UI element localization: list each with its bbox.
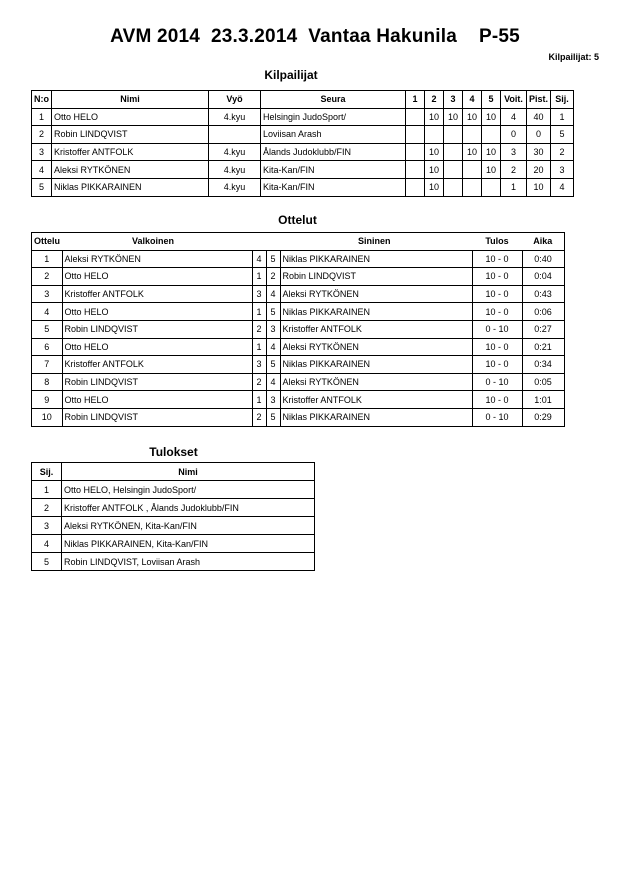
match-row-cell: 0 - 10: [472, 408, 522, 426]
competitor-row-cell: 2: [32, 126, 52, 144]
competitor-row-cell: [406, 126, 425, 144]
competitor-row-cell: [463, 126, 482, 144]
col-match: Ottelu: [32, 233, 63, 251]
competitor-row-cell: 1: [32, 108, 52, 126]
competitor-row-cell: 3: [501, 143, 527, 161]
col-1: 1: [406, 91, 425, 109]
match-row-cell: Niklas PIKKARAINEN: [280, 408, 472, 426]
competitor-row-cell: 10: [463, 108, 482, 126]
match-row-cell: 0:29: [522, 408, 564, 426]
match-row-cell: 2: [252, 373, 266, 391]
col-place: Sij.: [32, 463, 62, 481]
match-row-cell: 0:21: [522, 338, 564, 356]
match-row-cell: Otto HELO: [62, 391, 252, 409]
match-row-cell: 0:40: [522, 250, 564, 268]
matches-table: [31, 232, 565, 427]
match-row-cell: 1: [32, 250, 63, 268]
competitor-row-cell: 1: [551, 108, 574, 126]
match-row-cell: 3: [252, 356, 266, 374]
competitor-row-cell: [209, 126, 261, 144]
match-row-cell: Aleksi RYTKÖNEN: [280, 373, 472, 391]
col-name: Nimi: [52, 91, 209, 109]
match-row-cell: 0:05: [522, 373, 564, 391]
match-row: [32, 303, 565, 321]
match-row-cell: 6: [32, 338, 63, 356]
col-wins: Voit.: [501, 91, 527, 109]
match-row-cell: Niklas PIKKARAINEN: [280, 356, 472, 374]
match-row-cell: 2: [252, 320, 266, 338]
match-row-cell: 7: [32, 356, 63, 374]
competitor-row-cell: [482, 126, 501, 144]
result-row: [32, 499, 315, 517]
match-row-cell: Robin LINDQVIST: [280, 268, 472, 286]
col-belt: Vyö: [209, 91, 261, 109]
competitor-row-cell: [444, 143, 463, 161]
col-3: 3: [444, 91, 463, 109]
competitor-row-cell: 0: [501, 126, 527, 144]
competitor-row-cell: Otto HELO: [52, 108, 209, 126]
match-row: [32, 250, 565, 268]
competitors-title: Kilpailijat: [264, 68, 318, 82]
competitor-row-cell: Aleksi RYTKÖNEN: [52, 161, 209, 179]
match-row: [32, 373, 565, 391]
match-row: [32, 268, 565, 286]
competitor-row-cell: 10: [482, 143, 501, 161]
match-row-cell: 10 - 0: [472, 356, 522, 374]
result-row-cell: 1: [32, 481, 62, 499]
match-row-cell: 10 - 0: [472, 268, 522, 286]
competitor-row-cell: Kita-Kan/FIN: [261, 178, 406, 196]
results-header-row: [32, 463, 315, 481]
competitor-row-cell: 2: [551, 143, 574, 161]
competitor-row: [32, 161, 574, 179]
match-row-cell: 9: [32, 391, 63, 409]
result-row-cell: Robin LINDQVIST, Loviisan Arash: [62, 553, 315, 571]
col-points: Pist.: [527, 91, 551, 109]
competitor-row: [32, 108, 574, 126]
result-row-cell: Kristoffer ANTFOLK , Ålands Judoklubb/FIN: [62, 499, 315, 517]
competitor-row: [32, 143, 574, 161]
result-row-cell: Otto HELO, Helsingin JudoSport/: [62, 481, 315, 499]
competitor-row-cell: Ålands Judoklubb/FIN: [261, 143, 406, 161]
result-row: [32, 517, 315, 535]
competitor-row-cell: 4.kyu: [209, 108, 261, 126]
competitors-header-row: [32, 91, 574, 109]
competitor-row-cell: Helsingin JudoSport/: [261, 108, 406, 126]
competitor-row-cell: 2: [501, 161, 527, 179]
match-row-cell: Otto HELO: [62, 268, 252, 286]
col-2: 2: [425, 91, 444, 109]
competitor-row-cell: 40: [527, 108, 551, 126]
result-row-cell: 3: [32, 517, 62, 535]
match-row-cell: 2: [32, 268, 63, 286]
competitor-row: [32, 178, 574, 196]
match-row-cell: 10 - 0: [472, 338, 522, 356]
match-row-cell: 1: [252, 303, 266, 321]
competitor-row-cell: 3: [551, 161, 574, 179]
competitors-table: [31, 90, 574, 197]
match-row-cell: 4: [266, 338, 280, 356]
competitor-row-cell: 10: [463, 143, 482, 161]
match-row-cell: 0:06: [522, 303, 564, 321]
col-5: 5: [482, 91, 501, 109]
result-row: [32, 481, 315, 499]
match-row-cell: Niklas PIKKARAINEN: [280, 303, 472, 321]
match-row-cell: 2: [266, 268, 280, 286]
competitor-row-cell: 4.kyu: [209, 143, 261, 161]
competitor-row-cell: [425, 126, 444, 144]
result-row-cell: 4: [32, 535, 62, 553]
competitor-row-cell: 4.kyu: [209, 161, 261, 179]
match-row-cell: Otto HELO: [62, 303, 252, 321]
match-row-cell: 3: [266, 391, 280, 409]
match-row-cell: 10 - 0: [472, 250, 522, 268]
competitor-row-cell: [444, 178, 463, 196]
match-row-cell: 1: [252, 338, 266, 356]
match-row-cell: 0 - 10: [472, 320, 522, 338]
match-row-cell: 5: [266, 408, 280, 426]
match-row-cell: 3: [32, 285, 63, 303]
competitor-row-cell: 4: [501, 108, 527, 126]
result-row: [32, 553, 315, 571]
competitor-row-cell: 30: [527, 143, 551, 161]
col-4: 4: [463, 91, 482, 109]
match-row-cell: Aleksi RYTKÖNEN: [280, 285, 472, 303]
match-row-cell: Kristoffer ANTFOLK: [280, 391, 472, 409]
competitor-row-cell: [406, 161, 425, 179]
match-row: [32, 285, 565, 303]
competitor-row-cell: [463, 178, 482, 196]
match-row-cell: Kristoffer ANTFOLK: [62, 356, 252, 374]
matches-header-row: [32, 233, 565, 251]
col-blue: Sininen: [280, 233, 472, 251]
competitor-row-cell: 3: [32, 143, 52, 161]
match-row-cell: 10: [32, 408, 63, 426]
result-row: [32, 535, 315, 553]
competitor-row-cell: 1: [501, 178, 527, 196]
competitor-row-cell: 5: [32, 178, 52, 196]
match-row-cell: 4: [32, 303, 63, 321]
match-row-cell: 10 - 0: [472, 303, 522, 321]
competitor-row-cell: 5: [551, 126, 574, 144]
competitor-row-cell: 10: [444, 108, 463, 126]
match-row-cell: 5: [266, 303, 280, 321]
competitor-row-cell: 0: [527, 126, 551, 144]
match-row-cell: 5: [266, 356, 280, 374]
match-row-cell: Robin LINDQVIST: [62, 373, 252, 391]
match-row-cell: 5: [32, 320, 63, 338]
competitor-row-cell: 10: [425, 161, 444, 179]
competitor-row-cell: 10: [527, 178, 551, 196]
match-row-cell: 0 - 10: [472, 373, 522, 391]
competitor-row: [32, 126, 574, 144]
page-title: AVM 2014 23.3.2014 Vantaa Hakunila P-55: [110, 26, 520, 47]
match-row-cell: 0:43: [522, 285, 564, 303]
competitor-row-cell: Niklas PIKKARAINEN: [52, 178, 209, 196]
match-row: [32, 356, 565, 374]
match-row-cell: 0:04: [522, 268, 564, 286]
match-row-cell: Kristoffer ANTFOLK: [62, 285, 252, 303]
result-row-cell: 2: [32, 499, 62, 517]
match-row-cell: 0:27: [522, 320, 564, 338]
col-result: Tulos: [472, 233, 522, 251]
match-row-cell: 4: [266, 373, 280, 391]
match-row: [32, 408, 565, 426]
results-title: Tulokset: [149, 445, 198, 459]
competitor-row-cell: [406, 178, 425, 196]
competitor-count: Kilpailijat: 5: [548, 52, 599, 62]
result-row-cell: 5: [32, 553, 62, 571]
competitor-row-cell: Robin LINDQVIST: [52, 126, 209, 144]
competitor-row-cell: 10: [482, 161, 501, 179]
match-row-cell: 10 - 0: [472, 391, 522, 409]
competitor-row-cell: Loviisan Arash: [261, 126, 406, 144]
match-row-cell: 1:01: [522, 391, 564, 409]
results-table: [31, 462, 315, 571]
match-row-cell: 2: [252, 408, 266, 426]
match-row: [32, 391, 565, 409]
competitor-row-cell: [406, 108, 425, 126]
match-row-cell: 0:34: [522, 356, 564, 374]
match-row-cell: Robin LINDQVIST: [62, 408, 252, 426]
match-row: [32, 338, 565, 356]
col-no: N:o: [32, 91, 52, 109]
match-row-cell: 1: [252, 391, 266, 409]
match-row-cell: Aleksi RYTKÖNEN: [62, 250, 252, 268]
competitor-row-cell: 10: [425, 108, 444, 126]
col-time: Aika: [522, 233, 564, 251]
competitor-row-cell: 10: [425, 143, 444, 161]
match-row-cell: 3: [266, 320, 280, 338]
match-row-cell: 4: [252, 250, 266, 268]
match-row-cell: Kristoffer ANTFOLK: [280, 320, 472, 338]
competitor-row-cell: 4.kyu: [209, 178, 261, 196]
result-row-cell: Aleksi RYTKÖNEN, Kita-Kan/FIN: [62, 517, 315, 535]
competitor-row-cell: Kita-Kan/FIN: [261, 161, 406, 179]
match-row-cell: 1: [252, 268, 266, 286]
col-club: Seura: [261, 91, 406, 109]
matches-title: Ottelut: [278, 213, 317, 227]
competitor-row-cell: [406, 143, 425, 161]
competitor-row-cell: 4: [32, 161, 52, 179]
match-row-cell: Niklas PIKKARAINEN: [280, 250, 472, 268]
match-row-cell: 3: [252, 285, 266, 303]
competitor-row-cell: [463, 161, 482, 179]
match-row-cell: Aleksi RYTKÖNEN: [280, 338, 472, 356]
match-row-cell: 4: [266, 285, 280, 303]
competitor-row-cell: 4: [551, 178, 574, 196]
competitor-row-cell: [444, 126, 463, 144]
competitor-row-cell: [444, 161, 463, 179]
competitor-row-cell: 10: [425, 178, 444, 196]
col-white: Valkoinen: [62, 233, 252, 251]
match-row-cell: 10 - 0: [472, 285, 522, 303]
col-place: Sij.: [551, 91, 574, 109]
match-row: [32, 320, 565, 338]
match-row-cell: Otto HELO: [62, 338, 252, 356]
match-row-cell: Robin LINDQVIST: [62, 320, 252, 338]
col-name: Nimi: [62, 463, 315, 481]
competitor-row-cell: Kristoffer ANTFOLK: [52, 143, 209, 161]
competitor-row-cell: [482, 178, 501, 196]
competitor-row-cell: 20: [527, 161, 551, 179]
result-row-cell: Niklas PIKKARAINEN, Kita-Kan/FIN: [62, 535, 315, 553]
competitor-row-cell: 10: [482, 108, 501, 126]
match-row-cell: 8: [32, 373, 63, 391]
match-row-cell: 5: [266, 250, 280, 268]
